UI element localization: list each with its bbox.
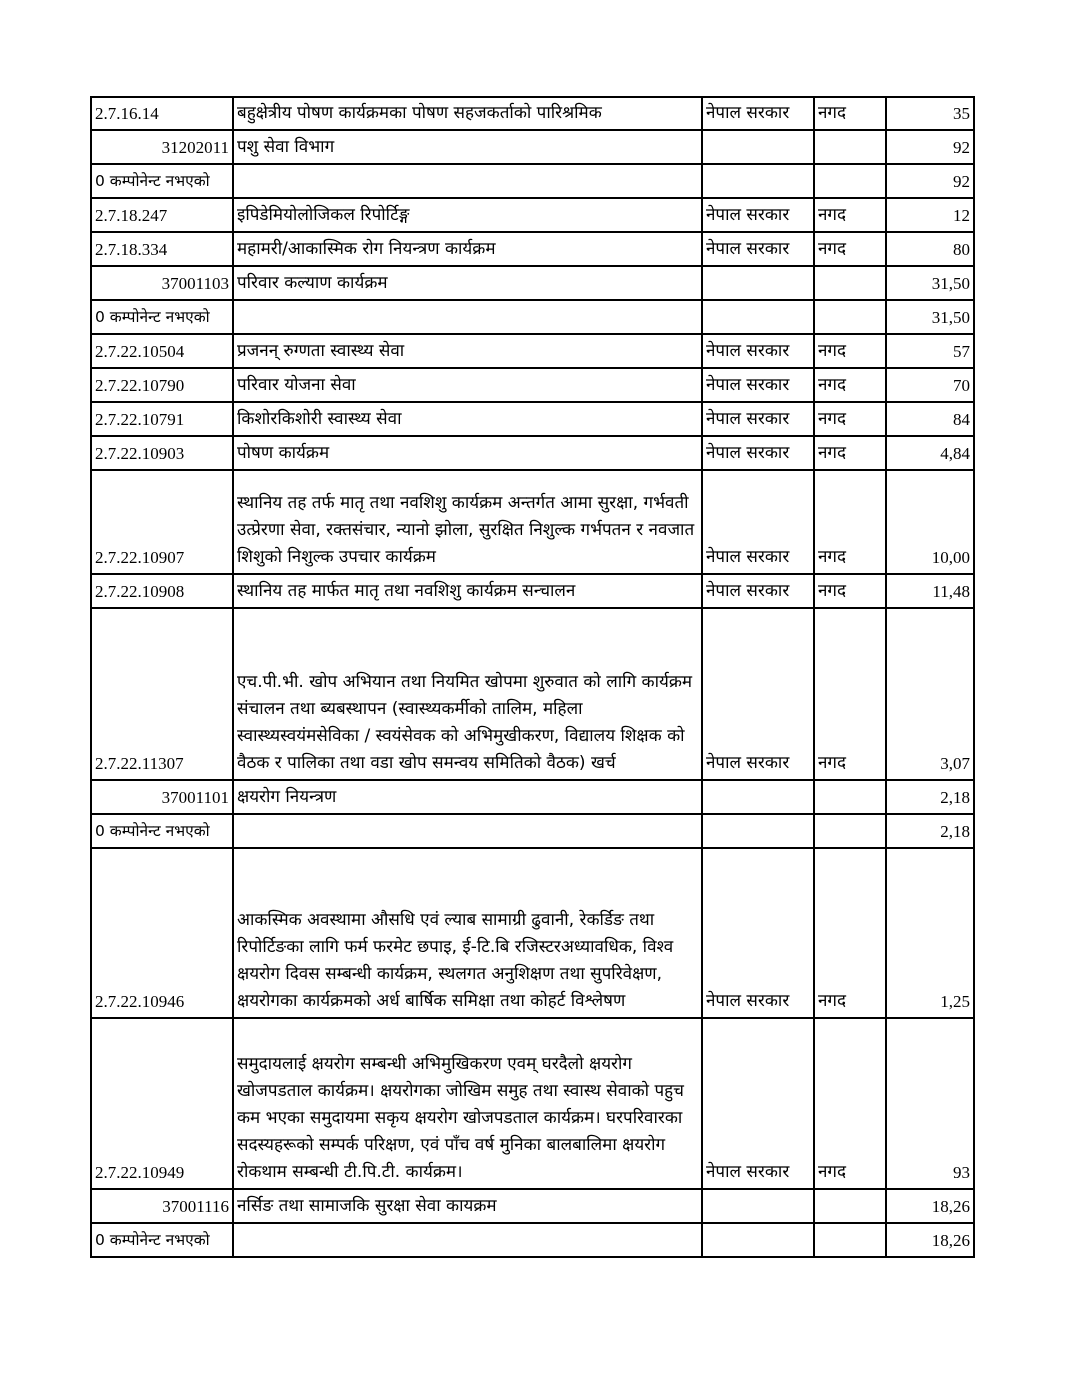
description-cell: स्थानिय तह तर्फ मातृ तथा नवशिशु कार्यक्रम अन्तर्गत आमा सुरक्षा, गर्भवती उत्प्रेरणा सेवा, रक्तसंचार, न्यानो झोला, सुरक्षित निशुल्क गर्भपतन र नवजात शिशुको निशुल्क उपचार कार्यक्रम (233, 470, 702, 574)
program-code-cell: 2.7.22.10791 (91, 402, 233, 436)
payment-type-cell: नगद (814, 334, 886, 368)
funding-source-cell: नेपाल सरकार (702, 97, 814, 130)
table-row-item (91, 97, 974, 130)
funding-source-cell: नेपाल सरकार (702, 368, 814, 402)
funding-source-cell (702, 780, 814, 814)
payment-type-cell: नगद (814, 368, 886, 402)
amount-cell: 92 (886, 130, 974, 164)
program-code-cell: 0 कम्पोनेन्ट नभएको (91, 164, 233, 198)
amount-cell: 57 (886, 334, 974, 368)
amount-cell: 11,48 (886, 574, 974, 608)
description-cell: परिवार कल्याण कार्यक्रम (233, 266, 702, 300)
table-row-item (91, 232, 974, 266)
program-code-cell: 0 कम्पोनेन्ट नभएको (91, 300, 233, 334)
amount-cell: 3,07 (886, 608, 974, 780)
payment-type-cell (814, 266, 886, 300)
funding-source-cell: नेपाल सरकार (702, 436, 814, 470)
amount-cell: 80 (886, 232, 974, 266)
description-cell: समुदायलाई क्षयरोग सम्बन्धी अभिमुखिकरण एवम् घरदैलो क्षयरोग खोजपडताल कार्यक्रम। क्षयरोगका जोखिम समुह तथा स्वास्थ सेवाको पहुच कम भएका समुदायमा सकृय क्षयरोग खोजपडताल कार्यक्रम। घरपरिवारका सदस्यहरूको सम्पर्क परिक्षण, एवं पाँच वर्ष मुनिका बालबालिमा क्षयरोग रोकथाम सम्बन्धी टी.पि.टी. कार्यक्रम। (233, 1018, 702, 1189)
program-code-cell: 2.7.22.10908 (91, 574, 233, 608)
payment-type-cell (814, 1223, 886, 1257)
amount-cell: 93 (886, 1018, 974, 1189)
funding-source-cell: नेपाल सरकार (702, 232, 814, 266)
table-row-item (91, 470, 974, 574)
payment-type-cell (814, 780, 886, 814)
amount-cell: 84 (886, 402, 974, 436)
payment-type-cell (814, 1189, 886, 1223)
funding-source-cell: नेपाल सरकार (702, 402, 814, 436)
payment-type-cell: नगद (814, 402, 886, 436)
funding-source-cell: नेपाल सरकार (702, 198, 814, 232)
table-row-component (91, 300, 974, 334)
description-cell (233, 164, 702, 198)
description-cell: प्रजनन् रुग्णता स्वास्थ्य सेवा (233, 334, 702, 368)
amount-cell: 10,00 (886, 470, 974, 574)
description-cell: स्थानिय तह मार्फत मातृ तथा नवशिशु कार्यक्रम सन्चालन (233, 574, 702, 608)
program-code-cell: 37001103 (91, 266, 233, 300)
program-code-cell: 2.7.18.247 (91, 198, 233, 232)
table-row-head (91, 1189, 974, 1223)
table-row-item (91, 368, 974, 402)
description-cell: पोषण कार्यक्रम (233, 436, 702, 470)
description-cell (233, 1223, 702, 1257)
program-code-cell: 37001101 (91, 780, 233, 814)
payment-type-cell: नगद (814, 97, 886, 130)
amount-cell: 2,18 (886, 780, 974, 814)
funding-source-cell: नेपाल सरकार (702, 608, 814, 780)
table-row-component (91, 164, 974, 198)
table-row-item (91, 574, 974, 608)
table-row-item (91, 1018, 974, 1189)
table-row-item (91, 608, 974, 780)
program-code-cell: 0 कम्पोनेन्ट नभएको (91, 1223, 233, 1257)
funding-source-cell: नेपाल सरकार (702, 848, 814, 1018)
description-cell: इपिडेमियोलोजिकल रिपोर्टिङ्ग (233, 198, 702, 232)
program-code-cell: 2.7.22.11307 (91, 608, 233, 780)
description-cell: क्षयरोग नियन्त्रण (233, 780, 702, 814)
payment-type-cell: नगद (814, 436, 886, 470)
table-row-item (91, 436, 974, 470)
amount-cell: 18,26 (886, 1189, 974, 1223)
description-cell: नर्सिङ तथा सामाजकि सुरक्षा सेवा कायक्रम (233, 1189, 702, 1223)
table-row-component (91, 814, 974, 848)
payment-type-cell (814, 164, 886, 198)
budget-table (90, 96, 975, 1258)
funding-source-cell (702, 300, 814, 334)
table-row-item (91, 848, 974, 1018)
amount-cell: 4,84 (886, 436, 974, 470)
table-row-component (91, 1223, 974, 1257)
program-code-cell: 2.7.22.10790 (91, 368, 233, 402)
table-row-item (91, 198, 974, 232)
amount-cell: 92 (886, 164, 974, 198)
amount-cell: 31,50 (886, 266, 974, 300)
payment-type-cell: नगद (814, 608, 886, 780)
table-row-head (91, 780, 974, 814)
description-cell: पशु सेवा विभाग (233, 130, 702, 164)
program-code-cell: 2.7.16.14 (91, 97, 233, 130)
description-cell (233, 814, 702, 848)
amount-cell: 2,18 (886, 814, 974, 848)
program-code-cell: 2.7.22.10949 (91, 1018, 233, 1189)
program-code-cell: 37001116 (91, 1189, 233, 1223)
payment-type-cell: नगद (814, 574, 886, 608)
program-code-cell: 2.7.22.10903 (91, 436, 233, 470)
table-row-item (91, 334, 974, 368)
table-row-item (91, 402, 974, 436)
funding-source-cell (702, 164, 814, 198)
funding-source-cell (702, 1189, 814, 1223)
funding-source-cell: नेपाल सरकार (702, 334, 814, 368)
program-code-cell: 0 कम्पोनेन्ट नभएको (91, 814, 233, 848)
amount-cell: 12 (886, 198, 974, 232)
payment-type-cell: नगद (814, 848, 886, 1018)
payment-type-cell: नगद (814, 232, 886, 266)
program-code-cell: 2.7.22.10946 (91, 848, 233, 1018)
description-cell: परिवार योजना सेवा (233, 368, 702, 402)
description-cell: बहुक्षेत्रीय पोषण कार्यक्रमका पोषण सहजकर्ताको पारिश्रमिक (233, 97, 702, 130)
funding-source-cell: नेपाल सरकार (702, 470, 814, 574)
program-code-cell: 31202011 (91, 130, 233, 164)
funding-source-cell: नेपाल सरकार (702, 1018, 814, 1189)
table-row-head (91, 130, 974, 164)
payment-type-cell: नगद (814, 198, 886, 232)
funding-source-cell (702, 130, 814, 164)
payment-type-cell (814, 130, 886, 164)
description-cell: आकस्मिक अवस्थामा औसधि एवं ल्याब सामाग्री ढुवानी, रेकर्डिङ तथा रिपोर्टिङका लागि फर्म फरमेट छपाइ, ई-टि.बि रजिस्टरअध्यावधिक, विश्व क्षयरोग दिवस सम्बन्धी कार्यक्रम, स्थलगत अनुशिक्षण तथा सुपरिवेक्षण, क्षयरोगका कार्यक्रमको अर्ध बार्षिक समिक्षा तथा कोहर्ट विश्लेषण (233, 848, 702, 1018)
amount-cell: 1,25 (886, 848, 974, 1018)
program-code-cell: 2.7.22.10907 (91, 470, 233, 574)
table-row-head (91, 266, 974, 300)
payment-type-cell: नगद (814, 1018, 886, 1189)
payment-type-cell (814, 300, 886, 334)
program-code-cell: 2.7.22.10504 (91, 334, 233, 368)
description-cell (233, 300, 702, 334)
amount-cell: 70 (886, 368, 974, 402)
payment-type-cell (814, 814, 886, 848)
funding-source-cell (702, 1223, 814, 1257)
description-cell: किशोरकिशोरी स्वास्थ्य सेवा (233, 402, 702, 436)
description-cell: महामरी/आकास्मिक रोग नियन्त्रण कार्यक्रम (233, 232, 702, 266)
amount-cell: 18,26 (886, 1223, 974, 1257)
funding-source-cell: नेपाल सरकार (702, 574, 814, 608)
description-cell: एच.पी.भी. खोप अभियान तथा नियमित खोपमा शुरुवात को लागि कार्यक्रम संचालन तथा ब्यबस्थापन (स्वास्थ्यकर्मीको तालिम, महिला स्वास्थ्यस्वयंमसेविका / स्वयंसेवक को अभिमुखीकरण, विद्यालय शिक्षक को वैठक र पालिका तथा वडा खोप समन्वय समितिको वैठक) खर्च (233, 608, 702, 780)
funding-source-cell (702, 814, 814, 848)
amount-cell: 35 (886, 97, 974, 130)
program-code-cell: 2.7.18.334 (91, 232, 233, 266)
funding-source-cell (702, 266, 814, 300)
amount-cell: 31,50 (886, 300, 974, 334)
payment-type-cell: नगद (814, 470, 886, 574)
budget-table-body (91, 97, 974, 1257)
